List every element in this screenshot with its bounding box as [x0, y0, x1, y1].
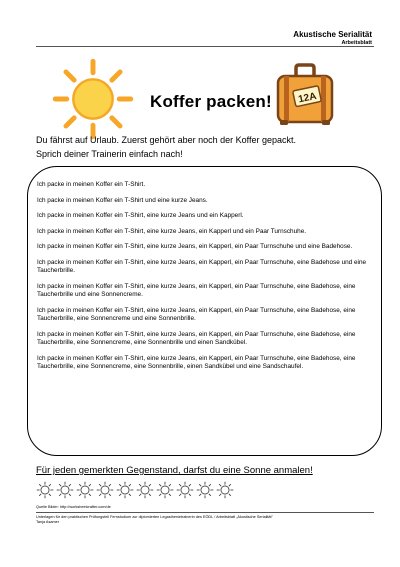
page-title: Koffer packen! [150, 92, 272, 111]
sentence: Ich packe in meinen Koffer ein T-Shirt, eine kurze Jeans und ein Kapperl. [37, 212, 244, 220]
instruction-line: Du fährst auf Urlaub. Zuerst gehört aber noch der Koffer gepackt. [36, 135, 296, 145]
sentence: Ich packe in meinen Koffer ein T-Shirt, eine kurze Jeans, ein Kapperl, ein Paar Turnschuhe, eine Badehose, eine Taucherbrille und eine Sonnencreme. [37, 282, 356, 299]
sentence: Ich packe in meinen Koffer ein T-Shirt, eine kurze Jeans, ein Kapperl, ein Paar Turnschuhe und eine Badehose. [37, 243, 353, 251]
sentence: Ich packe in meinen Koffer ein T-Shirt, eine kurze Jeans, ein Kapperl, ein Paar Turnschuhe, eine Badehose, eine Taucherbrille, eine Sonnencreme, eine Sonnenbrille und einen Sandkübel. [37, 330, 356, 346]
instructions [36, 134, 296, 161]
sentence: Ich packe in meinen Koffer ein T-Shirt, eine kurze Jeans, ein Kapperl, ein Paar Turnschuhe, eine Badehose, eine Taucherbrille, eine Sonnencreme, eine Sonnenbrille, einen Sandkübel und eine Sandschaufel. [37, 354, 356, 370]
sun-outline-icon [156, 481, 174, 499]
sun-outline-icon [96, 481, 114, 499]
sun-outline-icon [136, 481, 154, 499]
sentence: Ich packe in meinen Koffer ein T-Shirt, eine kurze Jeans, ein Kapperl, ein Paar Turnschuhe, eine Badehose, eine Taucherbrille, eine Sonnencreme und eine Sonnenbrille. [37, 306, 356, 323]
suitcase-icon [274, 62, 336, 128]
sentence: Ich packe in meinen Koffer ein T-Shirt. [37, 181, 146, 188]
footer-divider [36, 512, 374, 513]
sun-outline-icon [36, 481, 54, 499]
sentence-list [37, 181, 373, 378]
sun-outline-icon [76, 481, 94, 499]
header-divider [36, 46, 374, 47]
footer-note [36, 515, 273, 525]
worksheet-topic: Akustische Serialität [293, 30, 372, 39]
footer-author: Tanja Asamer [36, 520, 60, 524]
sentence: Ich packe in meinen Koffer ein T-Shirt, eine kurze Jeans, ein Kapperl, ein Paar Turnschuhe, eine Badehose und eine Taucherbrille. [37, 258, 367, 275]
worksheet-type: Arbeitsblatt [341, 40, 372, 46]
sun-icon [52, 58, 134, 140]
sun-outline-icon [116, 481, 134, 499]
suitcase-sticker-text: 12A [297, 90, 318, 106]
sun-outline-icon [196, 481, 214, 499]
image-source: Quelle Bilder: http://worksheetcrafter.com/de [36, 505, 111, 509]
instruction-line: Sprich deiner Trainerin einfach nach! [36, 148, 183, 159]
sun-outline-row [36, 481, 236, 499]
sentence: Ich packe in meinen Koffer ein T-Shirt und eine kurze Jeans. [37, 196, 208, 204]
sun-outline-icon [176, 481, 194, 499]
footer-note-line: Unterlagen für den praktischen Prüfungsteil Fernstudium zur diplomierten Legasthenietrainerin des EÖDL / Arbeitsblatt „Akustische Serialität" [36, 515, 273, 519]
sun-outline-icon [56, 481, 74, 499]
sun-outline-icon [216, 481, 234, 499]
coloring-task: Für jeden gemerkten Gegenstand, darfst du eine Sonne anmalen! [36, 465, 313, 476]
sentence: Ich packe in meinen Koffer ein T-Shirt, eine kurze Jeans, ein Kapperl und ein Paar Turnschuhe. [37, 227, 307, 235]
